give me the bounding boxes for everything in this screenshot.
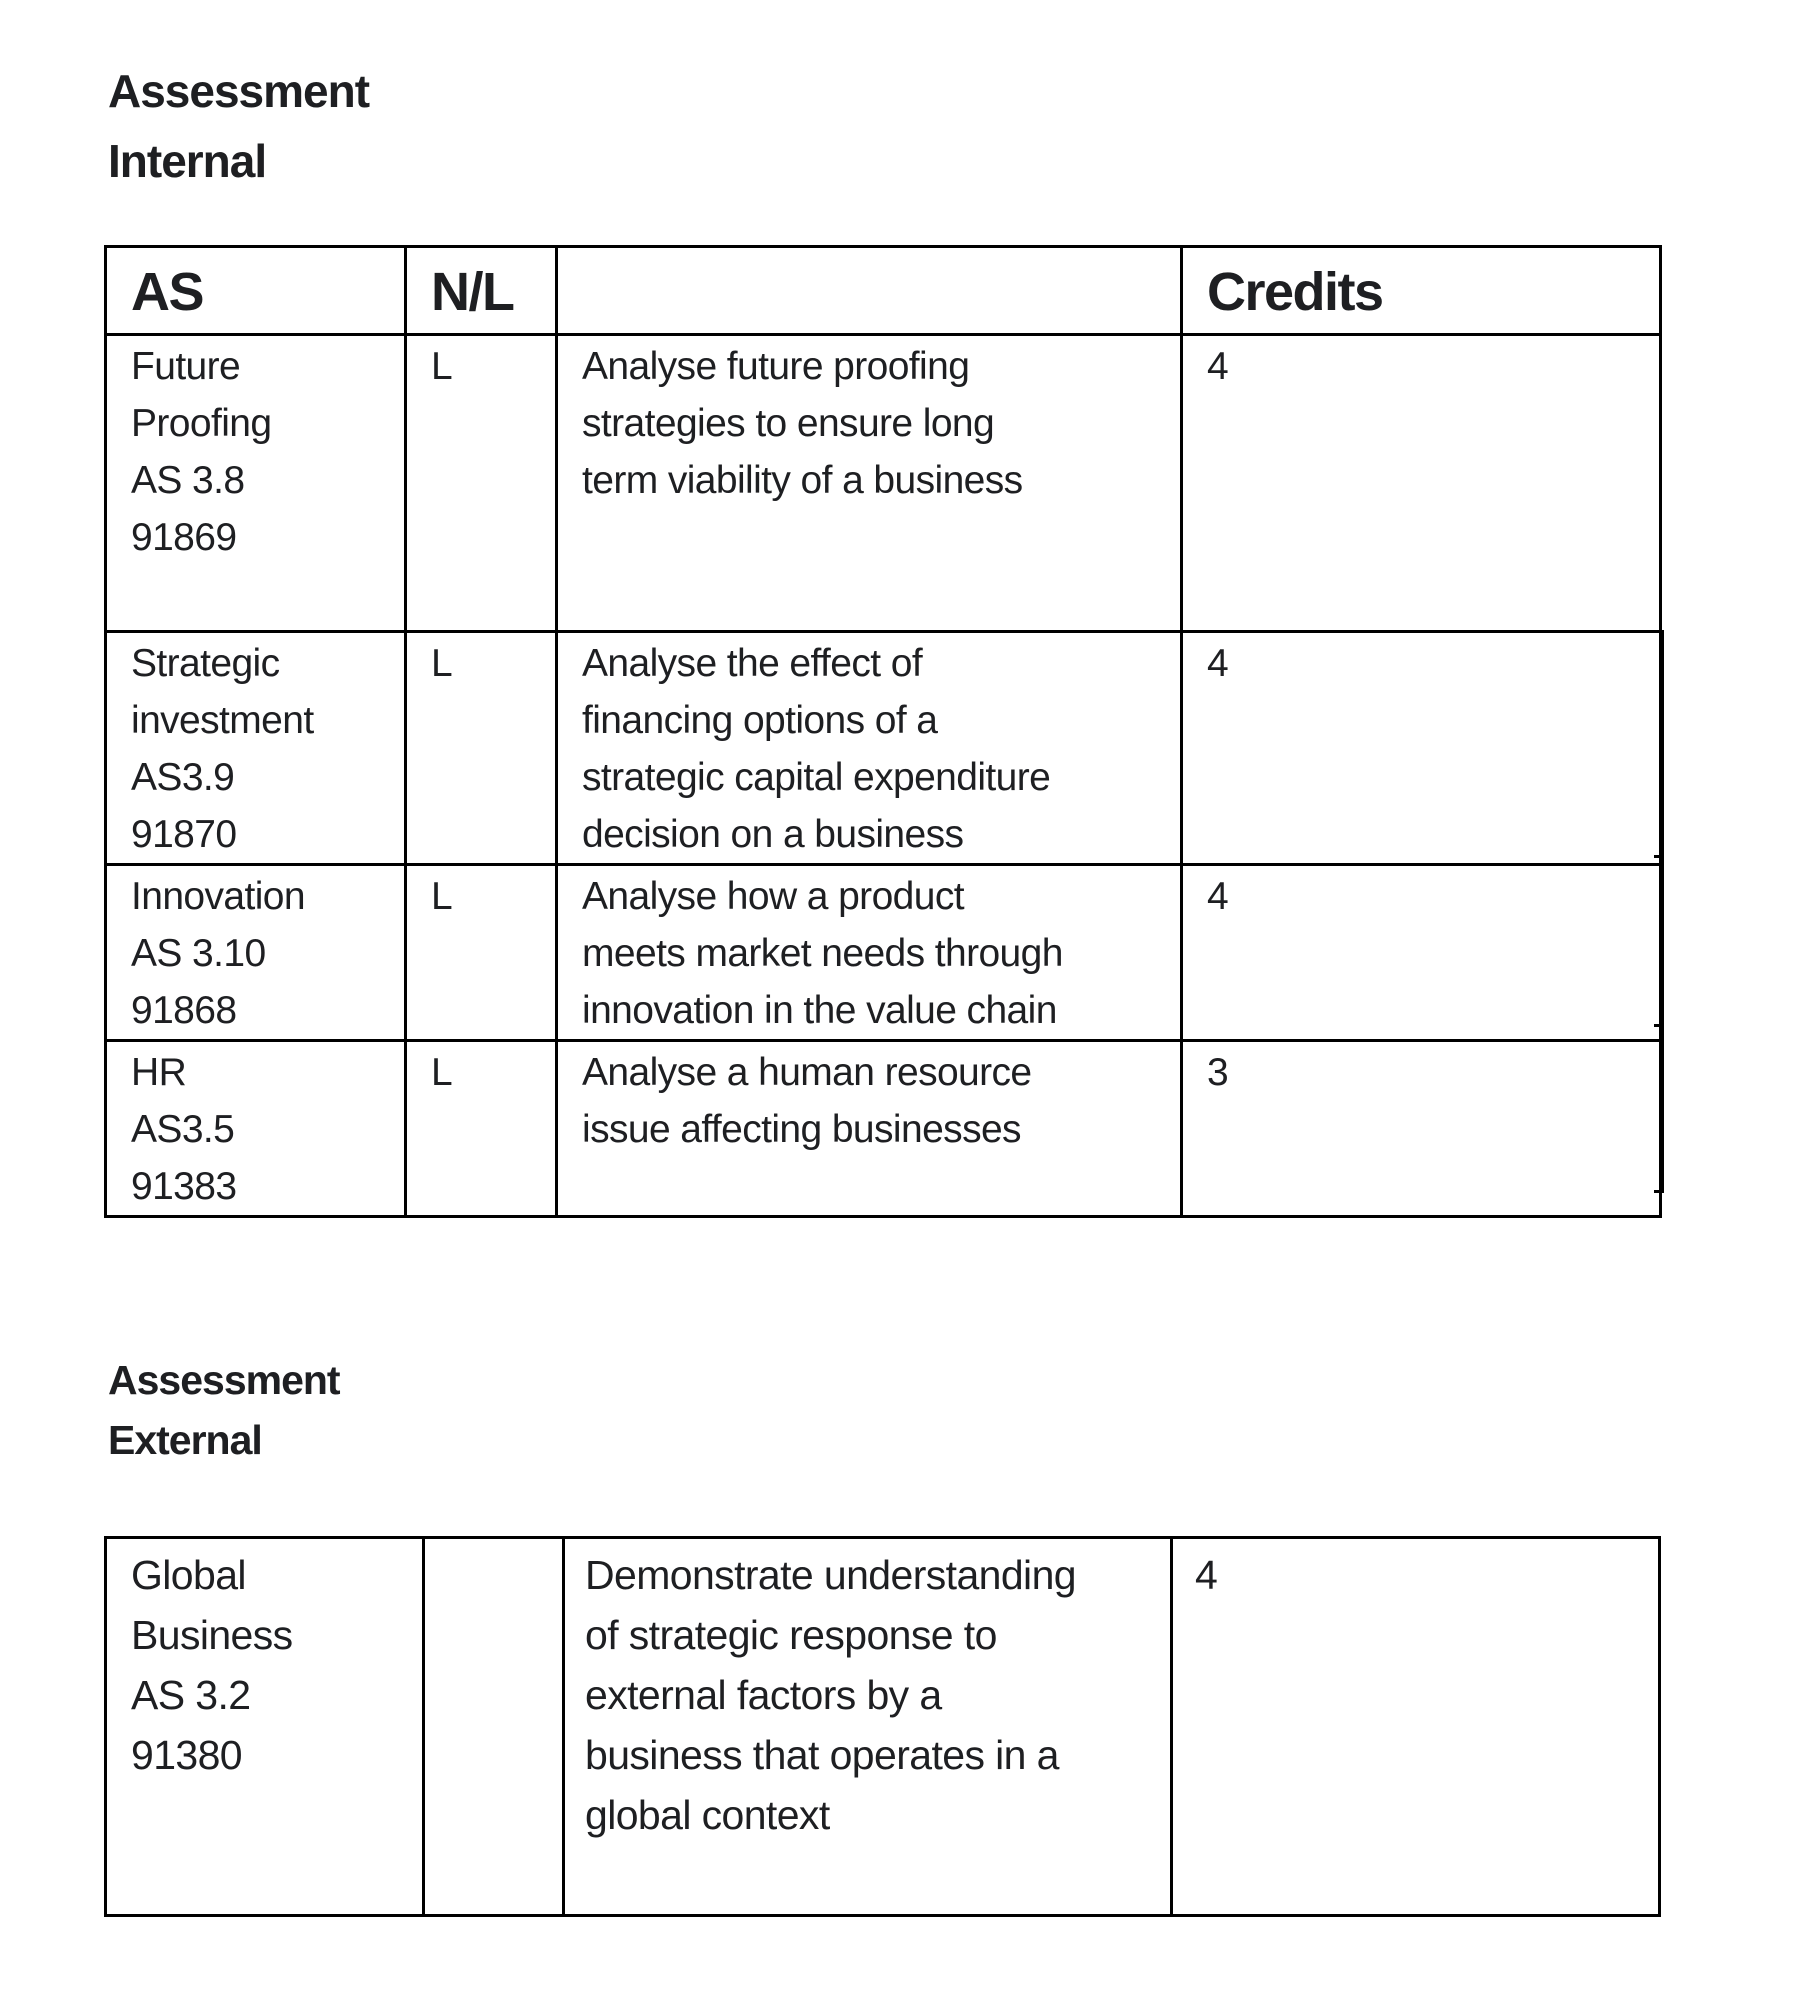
description-line: Demonstrate understanding	[585, 1552, 1076, 1598]
table-row	[106, 865, 1661, 1041]
external-assessment-table	[104, 1536, 1661, 1917]
description-cell	[557, 632, 1182, 865]
internal-assessment-table	[104, 245, 1662, 1218]
description-line: Analyse a human resource	[582, 1051, 1032, 1094]
nl-cell: L	[406, 1041, 557, 1217]
standard-line: AS 3.10	[131, 932, 266, 975]
description-line: strategic capital expenditure	[582, 756, 1051, 799]
standard-line: 91383	[131, 1165, 237, 1208]
credits-cell: 4	[1182, 335, 1661, 632]
description-line: financing options of a	[582, 699, 938, 742]
table-header-row	[106, 247, 1661, 335]
description-line: of strategic response to	[585, 1612, 997, 1658]
table-row	[106, 1041, 1661, 1217]
standard-cell	[106, 865, 406, 1041]
table-row	[106, 1538, 1660, 1916]
heading-line: Assessment	[108, 1357, 340, 1403]
standard-line: AS3.5	[131, 1108, 235, 1151]
standard-cell	[106, 1538, 424, 1916]
table-border-segment	[1654, 1024, 1661, 1027]
standard-cell	[106, 632, 406, 865]
standard-cell	[106, 1041, 406, 1217]
standard-line: 91380	[131, 1732, 243, 1778]
description-line: global context	[585, 1792, 830, 1838]
standard-line: AS 3.2	[131, 1672, 251, 1718]
column-header-as: AS	[106, 247, 406, 335]
standard-line: Future	[131, 345, 241, 388]
description-line: Analyse how a product	[582, 875, 964, 918]
external-assessment-heading	[108, 1350, 340, 1470]
description-cell	[557, 335, 1182, 632]
internal-assessment-heading	[108, 56, 369, 196]
description-line: external factors by a	[585, 1672, 942, 1718]
heading-line: External	[108, 1417, 262, 1463]
standard-line: Strategic	[131, 642, 280, 685]
nl-cell: L	[406, 632, 557, 865]
nl-cell: L	[406, 865, 557, 1041]
description-line: Analyse the effect of	[582, 642, 923, 685]
description-cell	[557, 1041, 1182, 1217]
nl-cell	[424, 1538, 564, 1916]
nl-cell: L	[406, 335, 557, 632]
standard-line: Innovation	[131, 875, 305, 918]
credits-cell: 4	[1182, 632, 1661, 865]
standard-line: 91870	[131, 813, 237, 856]
table-row	[106, 335, 1661, 632]
standard-line: investment	[131, 699, 314, 742]
standard-cell	[106, 335, 406, 632]
description-cell	[564, 1538, 1172, 1916]
description-line: decision on a business	[582, 813, 964, 856]
table-row	[106, 632, 1661, 865]
standard-line: Business	[131, 1612, 293, 1658]
description-line: issue affecting businesses	[582, 1108, 1021, 1151]
standard-line: 91869	[131, 516, 237, 559]
heading-line: Internal	[108, 135, 267, 187]
credits-cell: 4	[1172, 1538, 1660, 1916]
column-header-credits: Credits	[1182, 247, 1661, 335]
description-cell	[557, 865, 1182, 1041]
column-header-nl: N/L	[406, 247, 557, 335]
standard-line: AS 3.8	[131, 459, 245, 502]
column-header-description	[557, 247, 1182, 335]
heading-line: Assessment	[108, 65, 370, 117]
description-line: meets market needs through	[582, 932, 1063, 975]
description-line: strategies to ensure long	[582, 402, 995, 445]
credits-cell: 3	[1182, 1041, 1661, 1217]
description-line: term viability of a business	[582, 459, 1023, 502]
standard-line: Global	[131, 1552, 246, 1598]
description-line: business that operates in a	[585, 1732, 1059, 1778]
standard-line: AS3.9	[131, 756, 235, 799]
credits-cell: 4	[1182, 865, 1661, 1041]
standard-line: HR	[131, 1051, 187, 1094]
standard-line: 91868	[131, 989, 237, 1032]
description-line: innovation in the value chain	[582, 989, 1057, 1032]
description-line: Analyse future proofing	[582, 345, 970, 388]
table-border-extension	[1654, 630, 1664, 1193]
table-border-segment	[1654, 855, 1661, 858]
standard-line: Proofing	[131, 402, 272, 445]
